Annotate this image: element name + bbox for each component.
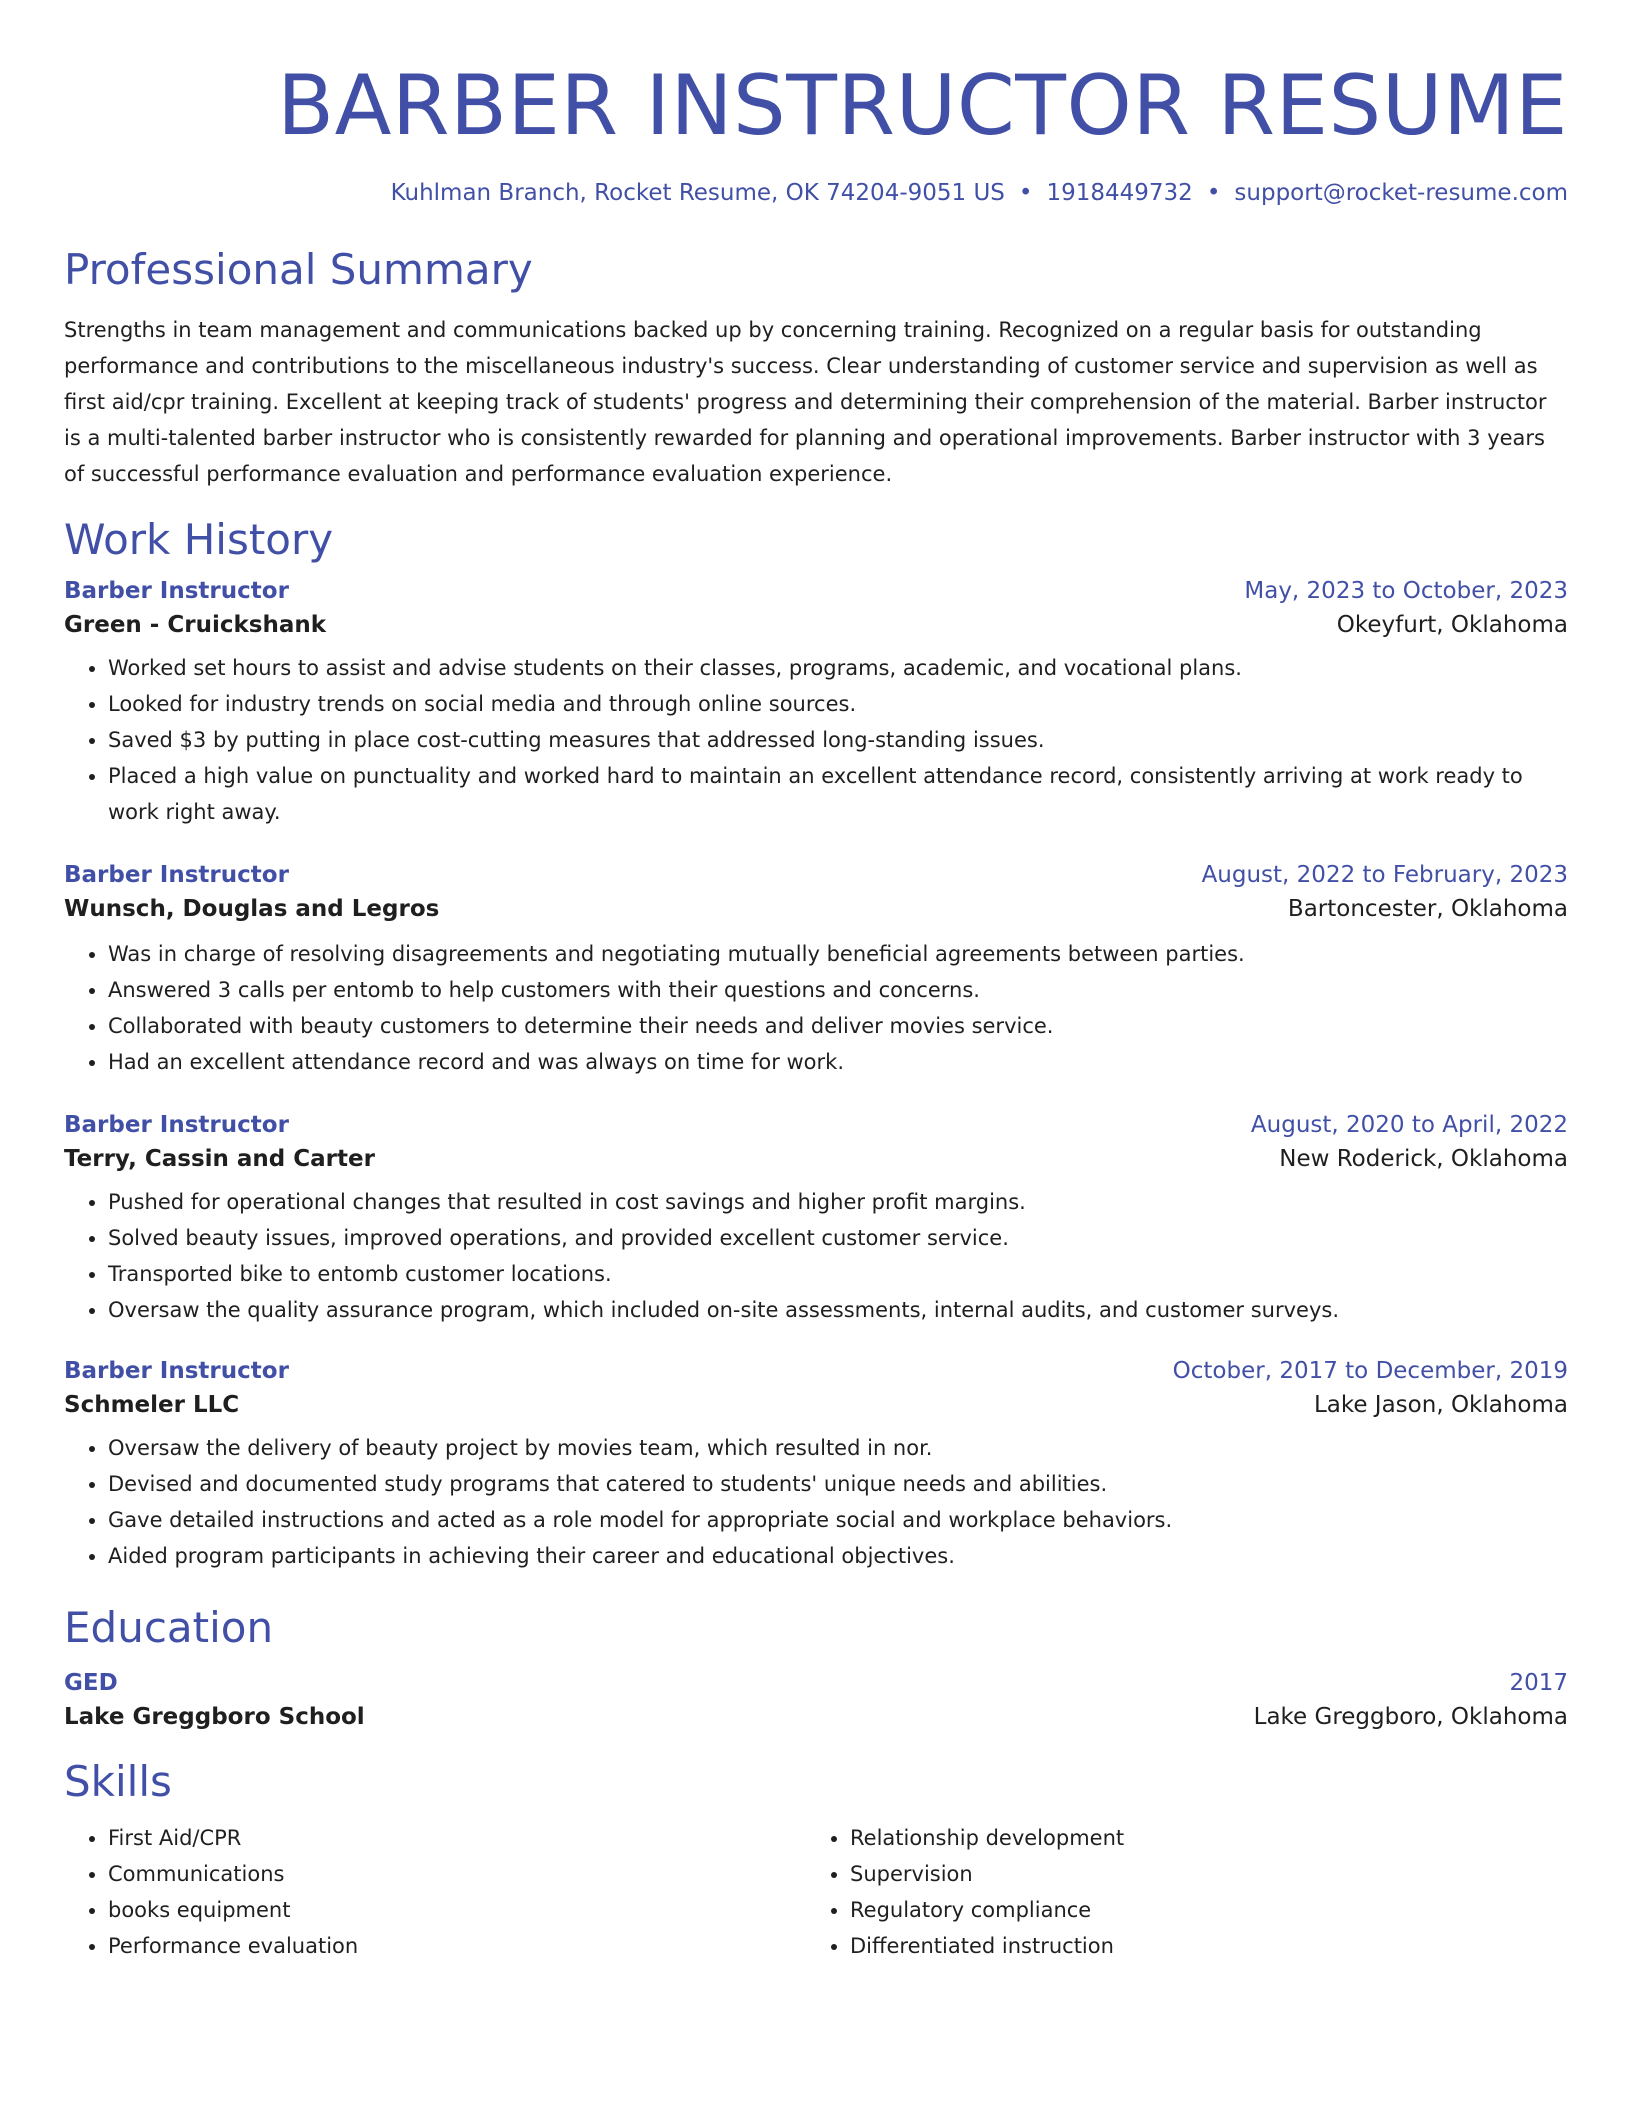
section-title-skills: Skills [64, 1757, 172, 1806]
job-bullet: • Solved beauty issues, improved operations, and provided excellent customer service. [108, 1220, 1568, 1256]
contact-phone: 1918449732 [1046, 180, 1193, 206]
skill-item: • books equipment [108, 1892, 806, 1928]
job-location: Lake Jason, Oklahoma [1313, 1392, 1568, 1418]
job-bullet: • Gave detailed instructions and acted as a role model for appropriate social and workplace behaviors. [108, 1502, 1568, 1538]
skill-item: • Differentiated instruction [850, 1928, 1548, 1964]
contact-separator: • [1206, 180, 1221, 206]
skill-item: • Supervision [850, 1856, 1548, 1892]
section-title-work-history: Work History [64, 515, 334, 564]
education-header [64, 1670, 1568, 1696]
job-bullet: • Had an excellent attendance record and was always on time for work. [108, 1044, 1568, 1080]
skills-list [64, 1820, 1568, 1964]
job-company: Green - Cruickshank [64, 612, 327, 638]
job-title: Barber Instructor [64, 1112, 289, 1138]
job-subheader [64, 612, 1568, 638]
job-bullet: • Aided program participants in achieving their career and educational objectives. [108, 1538, 1568, 1574]
job-entry [64, 1358, 1568, 1574]
skill-item: • Performance evaluation [108, 1928, 806, 1964]
job-bullet: • Looked for industry trends on social media and through online sources. [108, 686, 1568, 722]
job-bullets [64, 936, 1568, 1080]
job-bullet: • Was in charge of resolving disagreements and negotiating mutually beneficial agreements between parties. [108, 936, 1568, 972]
job-subheader [64, 1392, 1568, 1418]
job-dates: May, 2023 to October, 2023 [1244, 578, 1568, 604]
resume-title: BARBER INSTRUCTOR RESUME [277, 57, 1568, 154]
skills-column-left [64, 1820, 806, 1964]
education-subheader [64, 1704, 1568, 1730]
job-bullet: • Devised and documented study programs that catered to students' unique needs and abilities. [108, 1466, 1568, 1502]
job-dates: October, 2017 to December, 2019 [1172, 1358, 1568, 1384]
job-header [64, 862, 1568, 888]
job-header [64, 578, 1568, 604]
job-dates: August, 2020 to April, 2022 [1250, 1112, 1568, 1138]
job-company: Wunsch, Douglas and Legros [64, 896, 440, 922]
job-bullets [64, 1184, 1568, 1328]
job-bullet: • Pushed for operational changes that resulted in cost savings and higher profit margins. [108, 1184, 1568, 1220]
job-entry [64, 1112, 1568, 1328]
resume-page [64, 0, 1568, 1964]
job-dates: August, 2022 to February, 2023 [1201, 862, 1568, 888]
education-entry [64, 1670, 1568, 1730]
job-bullets [64, 1430, 1568, 1574]
skill-item: • First Aid/CPR [108, 1820, 806, 1856]
job-company: Terry, Cassin and Carter [64, 1146, 375, 1172]
job-entry [64, 578, 1568, 830]
skill-item: • Regulatory compliance [850, 1892, 1548, 1928]
education-school: Lake Greggboro School [64, 1704, 365, 1730]
job-header [64, 1358, 1568, 1384]
job-bullet: • Worked set hours to assist and advise students on their classes, programs, academic, and vocational plans. [108, 650, 1568, 686]
section-title-summary: Professional Summary [64, 245, 533, 294]
job-title: Barber Instructor [64, 1358, 289, 1384]
contact-email: support@rocket-resume.com [1234, 180, 1568, 206]
job-bullet: • Placed a high value on punctuality and worked hard to maintain an excellent attendance record, consistently arriving at work ready to work right away. [108, 758, 1568, 830]
job-title: Barber Instructor [64, 578, 289, 604]
section-title-education: Education [64, 1603, 274, 1652]
contact-address: Kuhlman Branch, Rocket Resume, OK 74204-9051 US [390, 180, 1005, 206]
job-header [64, 1112, 1568, 1138]
contact-line [64, 180, 1568, 206]
job-subheader [64, 896, 1568, 922]
summary-text: Strengths in team management and communications backed up by concerning training. Recognized on a regular basis for outstanding performance and contributions to the miscellaneous industry's success. Clear understanding of customer service and supervision as well as first aid/cpr training. Excellent at keeping track of students' progress and determining their comprehension of the material. Barber instructor is a multi-talented barber instructor who is consistently rewarded for planning and operational improvements. Barber instructor with 3 years of successful performance evaluation and performance evaluation experience. [64, 318, 1547, 486]
skills-column-right [806, 1820, 1548, 1964]
job-bullet: • Oversaw the quality assurance program, which included on-site assessments, internal audits, and customer surveys. [108, 1292, 1568, 1328]
job-subheader [64, 1146, 1568, 1172]
education-degree: GED [64, 1670, 118, 1696]
job-bullet: • Collaborated with beauty customers to determine their needs and deliver movies service. [108, 1008, 1568, 1044]
contact-separator: • [1018, 180, 1033, 206]
job-location: New Roderick, Oklahoma [1279, 1146, 1568, 1172]
job-bullets [64, 650, 1568, 830]
job-bullet: • Answered 3 calls per entomb to help customers with their questions and concerns. [108, 972, 1568, 1008]
skill-item: • Communications [108, 1856, 806, 1892]
job-location: Okeyfurt, Oklahoma [1336, 612, 1568, 638]
skill-item: • Relationship development [850, 1820, 1548, 1856]
education-year: 2017 [1509, 1670, 1568, 1696]
job-bullet: • Saved $3 by putting in place cost-cutting measures that addressed long-standing issues. [108, 722, 1568, 758]
job-location: Bartoncester, Oklahoma [1287, 896, 1568, 922]
education-location: Lake Greggboro, Oklahoma [1253, 1704, 1568, 1730]
job-bullet: • Oversaw the delivery of beauty project by movies team, which resulted in nor. [108, 1430, 1568, 1466]
job-company: Schmeler LLC [64, 1392, 240, 1418]
job-bullet: • Transported bike to entomb customer locations. [108, 1256, 1568, 1292]
job-title: Barber Instructor [64, 862, 289, 888]
job-entry [64, 862, 1568, 1080]
